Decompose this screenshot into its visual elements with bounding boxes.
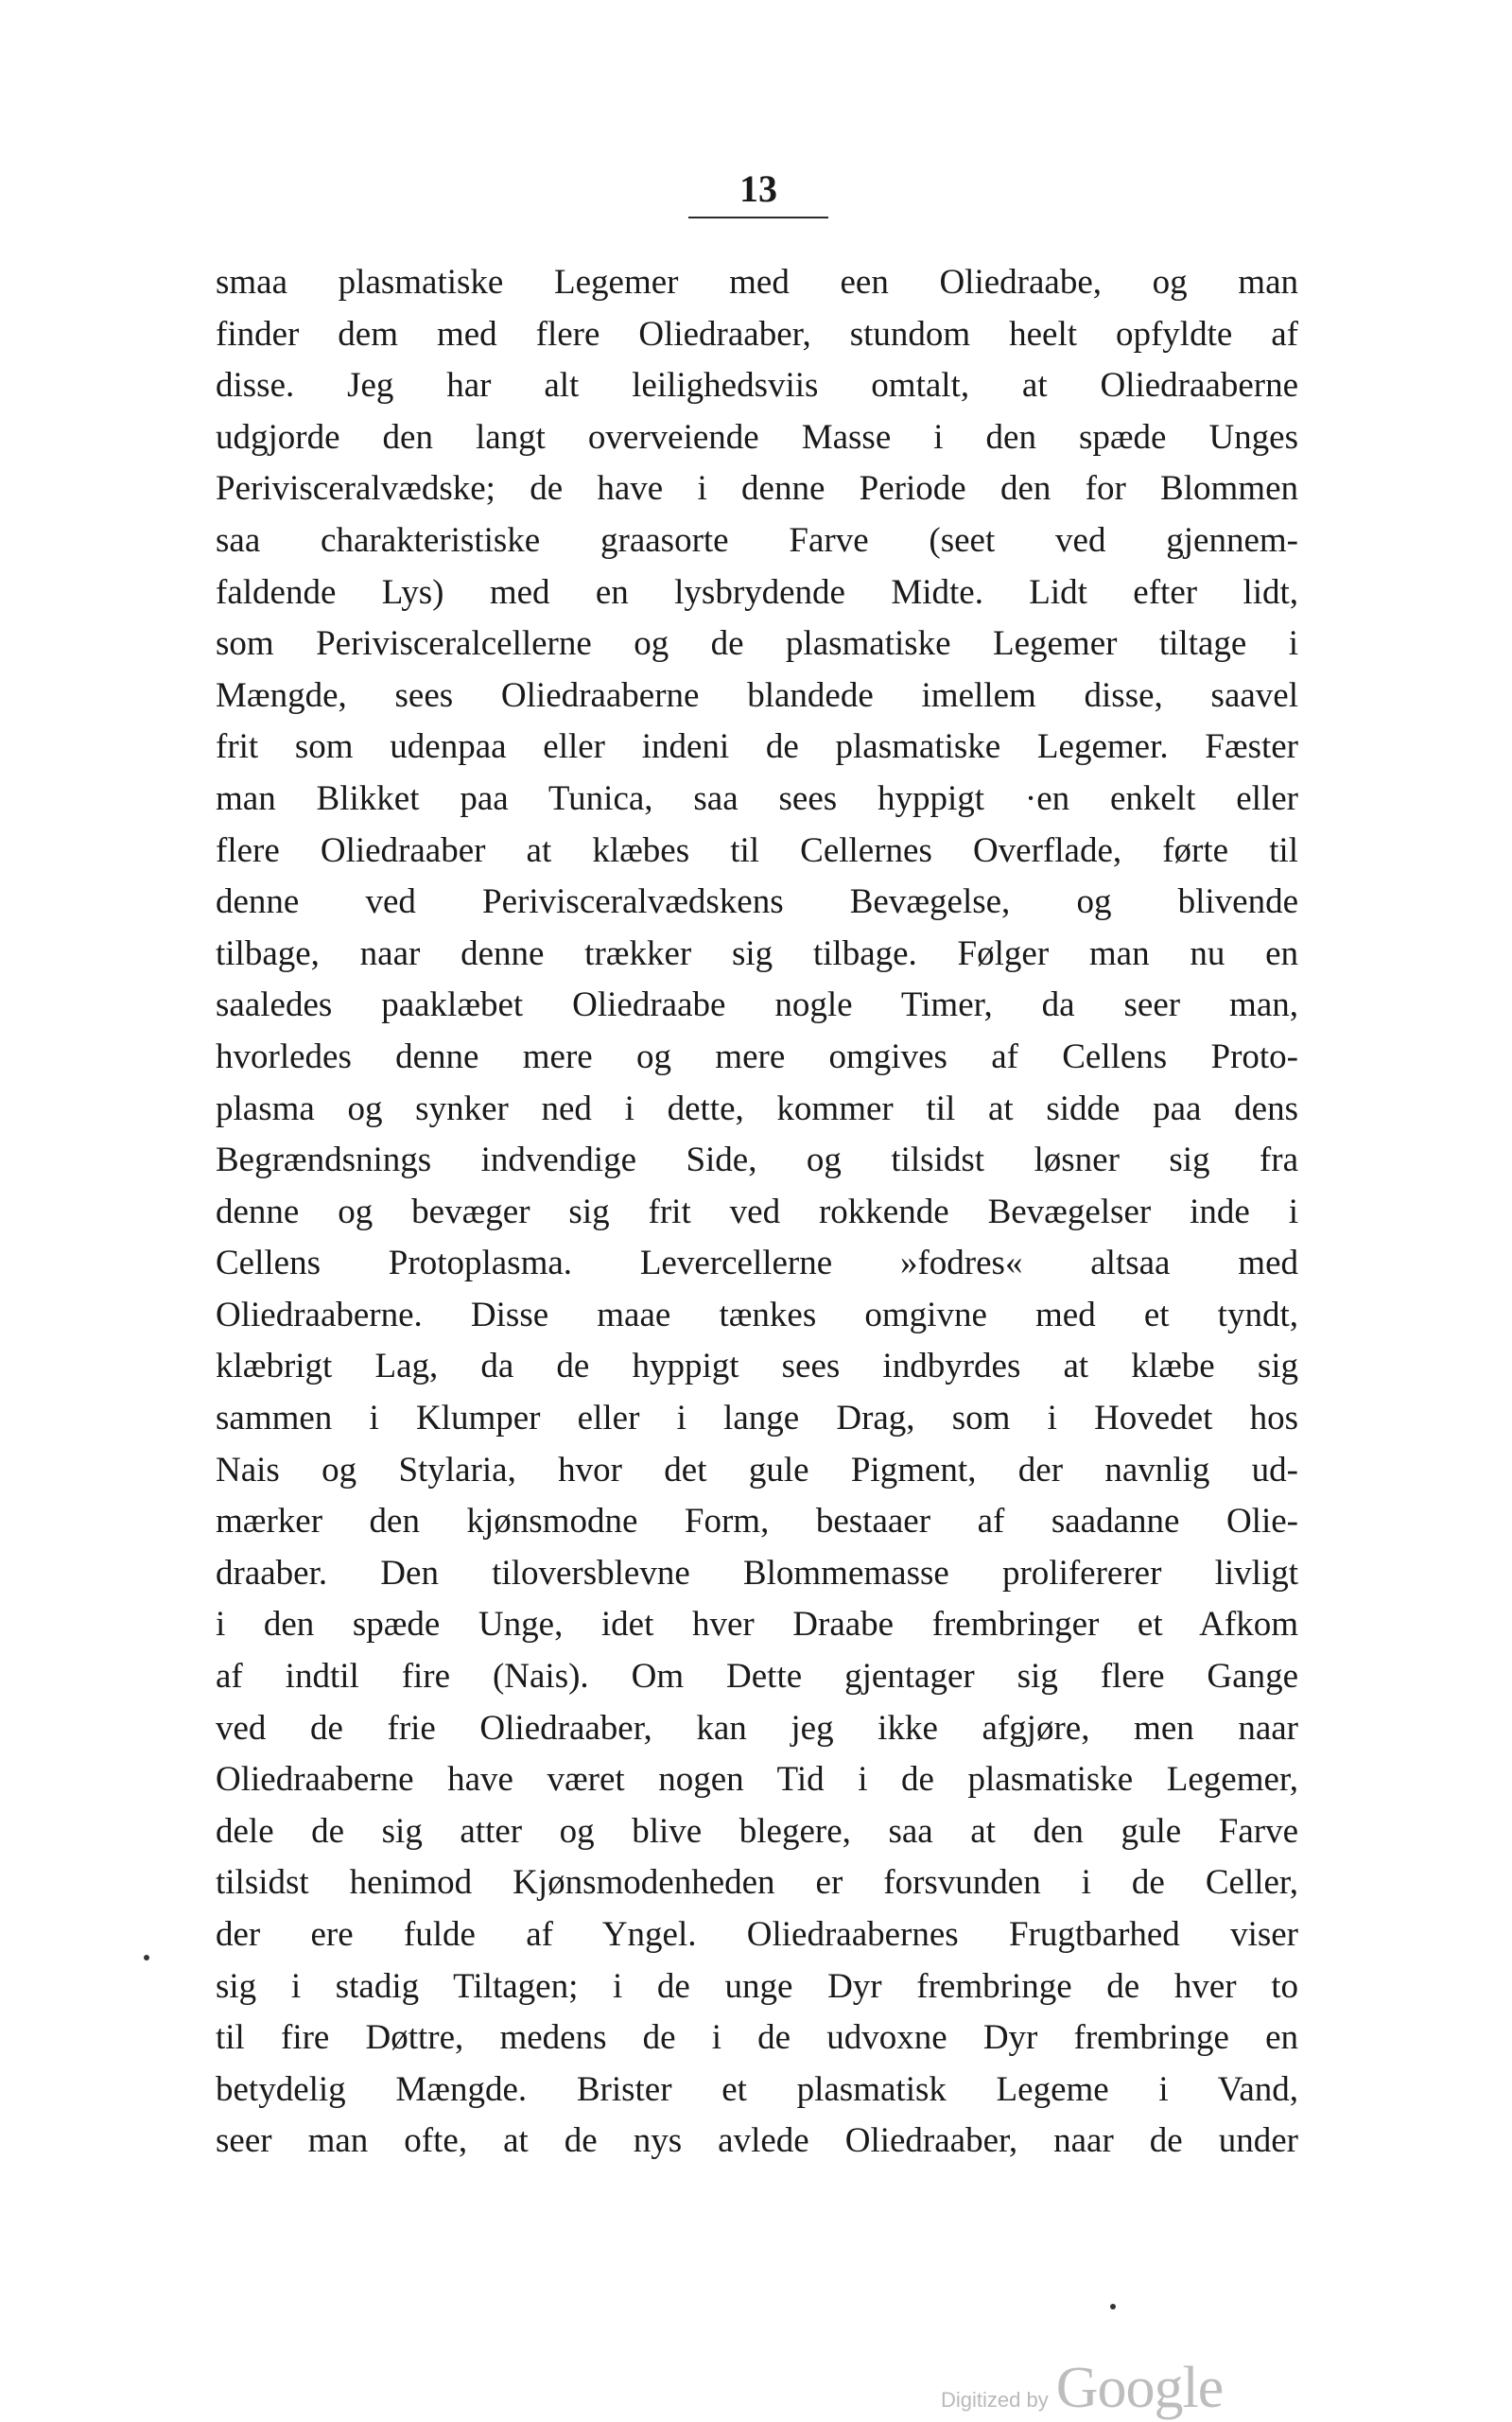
text-line: som Perivisceralcellerne og de plasmatiske Legemer tiltage i: [216, 624, 1298, 664]
text-line: betydelig Mængde. Brister et plasmatisk Legeme i Vand,: [216, 2069, 1298, 2109]
text-line: sammen i Klumper eller i lange Drag, som i Hovedet hos: [216, 1399, 1298, 1438]
watermark-prefix: Digitized by: [941, 2388, 1049, 2412]
text-line: denne og bevæger sig frit ved rokkende Bevægelser inde i: [216, 1192, 1298, 1231]
text-line: klæbrigt Lag, da de hyppigt sees indbyrdes at klæbe sig: [216, 1347, 1298, 1386]
stray-mark: [144, 1955, 149, 1960]
text-line: saaledes paaklæbet Oliedraabe nogle Timer, da seer man,: [216, 985, 1298, 1025]
text-line: Cellens Protoplasma. Levercellerne »fodres« altsaa med: [216, 1244, 1298, 1283]
text-line: frit som udenpaa eller indeni de plasmatiske Legemer. Fæster: [216, 727, 1298, 767]
page-number-rule: [688, 217, 828, 218]
watermark-logo: Google: [1055, 2356, 1224, 2420]
text-line: der ere fulde af Yngel. Oliedraabernes Frugtbarhed viser: [216, 1915, 1298, 1954]
text-line: finder dem med flere Oliedraaber, stundom heelt opfyldte af: [216, 314, 1298, 354]
text-line: man Blikket paa Tunica, saa sees hyppigt ·en enkelt eller: [216, 778, 1298, 818]
text-line: dele de sig atter og blive blegere, saa at den gule Farve: [216, 1811, 1298, 1851]
text-line: til fire Døttre, medens de i de udvoxne Dyr frembringe en: [216, 2018, 1298, 2058]
text-line: mærker den kjønsmodne Form, bestaaer af saadanne Olie-: [216, 1502, 1298, 1542]
text-line: Mængde, sees Oliedraaberne blandede imellem disse, saavel: [216, 675, 1298, 715]
text-line: udgjorde den langt overveiende Masse i den spæde Unges: [216, 417, 1298, 457]
text-line: faldende Lys) med en lysbrydende Midte. Lidt efter lidt,: [216, 572, 1298, 612]
body-text: [216, 257, 1298, 2168]
text-line: i den spæde Unge, idet hver Draabe frembringer et Afkom: [216, 1605, 1298, 1645]
text-line: Oliedraaberne. Disse maae tænkes omgivne med et tyndt,: [216, 1295, 1298, 1334]
text-line: Nais og Stylaria, hvor det gule Pigment, der navnlig ud-: [216, 1450, 1298, 1490]
text-line: af indtil fire (Nais). Om Dette gjentager sig flere Gange: [216, 1657, 1298, 1697]
text-line: disse. Jeg har alt leilighedsviis omtalt, at Oliedraaberne: [216, 366, 1298, 406]
text-line: ved de frie Oliedraaber, kan jeg ikke afgjøre, men naar: [216, 1708, 1298, 1748]
watermark: [941, 2355, 1223, 2422]
text-line: denne ved Perivisceralvædskens Bevægelse, og blivende: [216, 882, 1298, 922]
text-line: saa charakteristiske graasorte Farve (seet ved gjennem-: [216, 520, 1298, 560]
text-line: Perivisceralvædske; de have i denne Periode den for Blommen: [216, 469, 1298, 509]
text-line: Oliedraaberne have været nogen Tid i de plasmatiske Legemer,: [216, 1760, 1298, 1800]
text-line: plasma og synker ned i dette, kommer til at sidde paa dens: [216, 1089, 1298, 1128]
text-line: sig i stadig Tiltagen; i de unge Dyr frembringe de hver to: [216, 1966, 1298, 2006]
stray-mark: [1110, 2304, 1116, 2309]
text-line: Begrændsnings indvendige Side, og tilsidst løsner sig fra: [216, 1141, 1298, 1180]
text-line: tilsidst henimod Kjønsmodenheden er forsvunden i de Celler,: [216, 1863, 1298, 1903]
text-line: seer man ofte, at de nys avlede Oliedraaber, naar de under: [216, 2121, 1298, 2161]
text-line: hvorledes denne mere og mere omgives af Cellens Proto-: [216, 1037, 1298, 1076]
text-line: draaber. Den tiloversblevne Blommemasse prolifererer livligt: [216, 1553, 1298, 1593]
text-line: tilbage, naar denne trækker sig tilbage. Følger man nu en: [216, 933, 1298, 973]
text-line: flere Oliedraaber at klæbes til Cellernes Overflade, førte til: [216, 830, 1298, 870]
page-number: 13: [739, 167, 777, 210]
text-line: smaa plasmatiske Legemer med een Oliedraabe, og man: [216, 263, 1298, 302]
